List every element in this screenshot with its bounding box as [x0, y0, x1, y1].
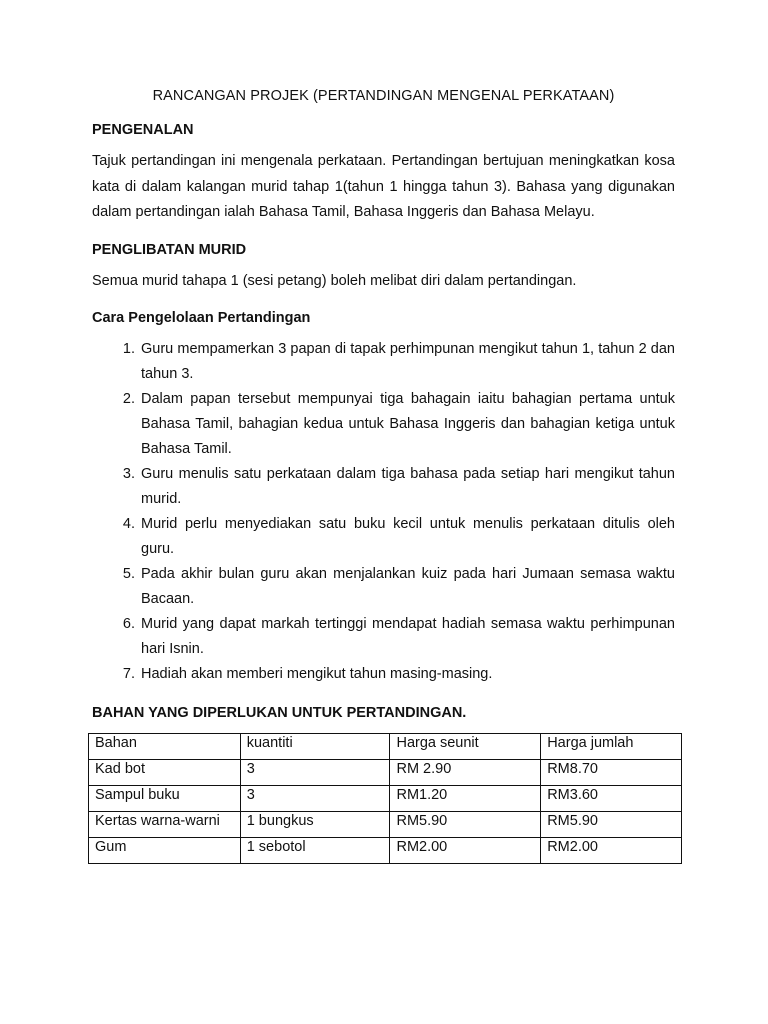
table-row [89, 812, 682, 838]
involvement-heading: PENGLIBATAN MURID [92, 241, 247, 258]
involvement-paragraph: Semua murid tahapa 1 (sesi petang) boleh melibat diri dalam pertandingan. [92, 272, 577, 289]
table-cell: RM1.20 [390, 786, 541, 812]
table-cell: RM5.90 [541, 812, 682, 838]
table-cell: RM8.70 [541, 760, 682, 786]
list-item: 7. Hadiah akan memberi mengikut tahun masing-masing. [139, 662, 675, 687]
table-cell: RM 2.90 [390, 760, 541, 786]
table-cell: RM5.90 [390, 812, 541, 838]
table-cell: RM2.00 [541, 838, 682, 864]
list-item: 6. Murid yang dapat markah tertinggi mendapat hadiah semasa waktu perhimpunan hari Isnin. [139, 612, 675, 662]
table-cell: Kad bot [89, 760, 241, 786]
table-header-row [89, 734, 682, 760]
column-header: kuantiti [240, 734, 390, 760]
list-item: 4. Murid perlu menyediakan satu buku kecil untuk menulis perkataan ditulis oleh guru. [139, 512, 675, 562]
intro-heading: PENGENALAN [92, 122, 194, 138]
table-cell: 1 sebotol [240, 838, 390, 864]
document-title: RANCANGAN PROJEK (PERTANDINGAN MENGENAL PERKATAAN) [152, 88, 615, 104]
table-cell: Kertas warna-warni [89, 812, 241, 838]
document-page [92, 88, 675, 864]
list-item: 1. Guru mempamerkan 3 papan di tapak perhimpunan mengikut tahun 1, tahun 2 dan tahun 3. [139, 337, 675, 387]
table-cell: Sampul buku [89, 786, 241, 812]
table-row [89, 786, 682, 812]
table-cell: 3 [240, 786, 390, 812]
materials-table [88, 733, 682, 864]
table-row [89, 760, 682, 786]
table-cell: Gum [89, 838, 241, 864]
materials-heading: BAHAN YANG DIPERLUKAN UNTUK PERTANDINGAN. [92, 705, 467, 721]
table-cell: RM3.60 [541, 786, 682, 812]
list-item: 2. Dalam papan tersebut mempunyai tiga bahagain iaitu bahagian pertama untuk Bahasa Tamil, bahagian kedua untuk Bahasa Inggeris dan bahagian ketiga untuk Bahasa Tamil. [139, 387, 675, 462]
table-cell: RM2.00 [390, 838, 541, 864]
column-header: Bahan [89, 734, 241, 760]
list-item: 5. Pada akhir bulan guru akan menjalankan kuiz pada hari Jumaan semasa waktu Bacaan. [139, 562, 675, 612]
list-item: 3. Guru menulis satu perkataan dalam tiga bahasa pada setiap hari mengikut tahun murid. [139, 462, 675, 512]
table-row [89, 838, 682, 864]
column-header: Harga jumlah [541, 734, 682, 760]
table-cell: 1 bungkus [240, 812, 390, 838]
management-steps-list [92, 337, 675, 687]
management-heading: Cara Pengelolaan Pertandingan [92, 310, 311, 326]
table-cell: 3 [240, 760, 390, 786]
column-header: Harga seunit [390, 734, 541, 760]
intro-paragraph: Tajuk pertandingan ini mengenala perkataan. Pertandingan bertujuan meningkatkan kosa kata di dalam kalangan murid tahap 1(tahun 1 hingga tahun 3). Bahasa yang digunakan dalam pertandingan ialah Bahasa Tamil, Bahasa Inggeris dan Bahasa Melayu. [92, 153, 675, 220]
